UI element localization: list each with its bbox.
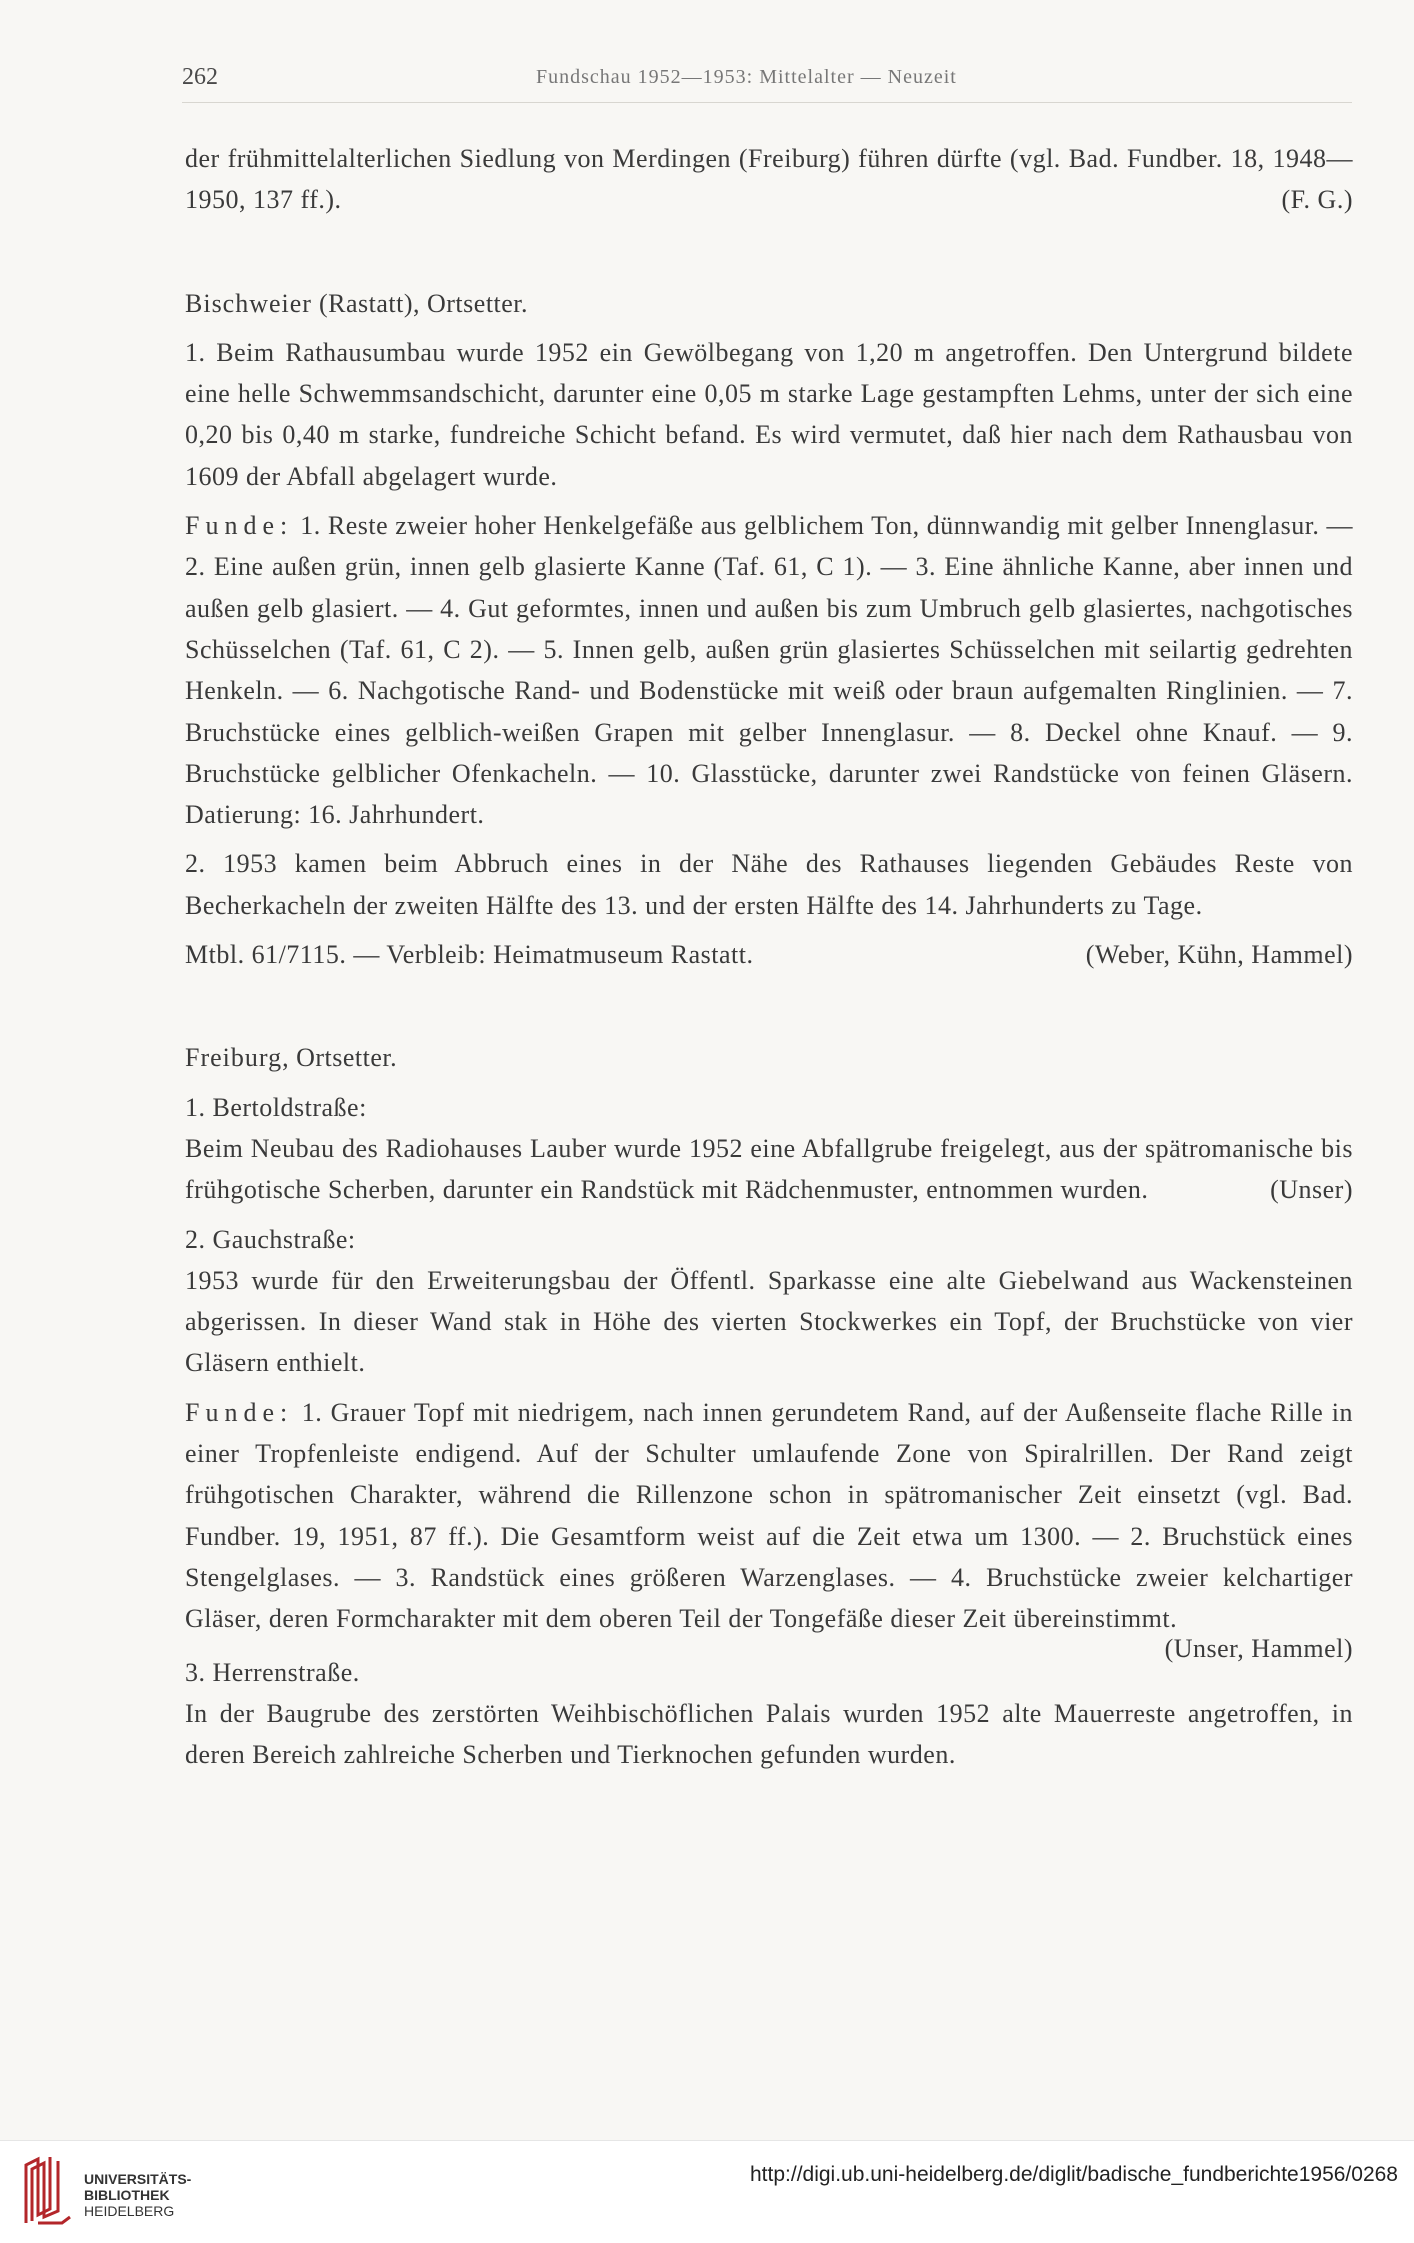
freiburg-1-author: (Unser): [1270, 1175, 1353, 1205]
freiburg-funde-text: 1. Grauer Topf mit niedrigem, nach innen gerundetem Rand, auf der Außenseite flache Rille in einer Tropfenleiste endigend. Auf der Schulter umlaufende Zone von Spiralrillen. Der Rand zeigt frühgotischen Charakter, während die Rillenzone schon in spätromanischer Zeit einsetzt (vgl. Bad. Fundber. 19, 1951, 87 ff.). Die Gesamtform weist auf die Zeit etwa um 1300. — 2. Bruchstück eines Stengelglases. — 3. Randstück eines größeren Warzenglases. — 4. Bruchstücke zweier kelchartiger Gläser, deren Formcharakter mit dem oberen Teil der Tongefäße dieser Zeit übereinstimmt.: [185, 1397, 1353, 1634]
intro-text: der frühmittelalterlichen Siedlung von Merdingen (Freiburg) führen dürfte (vgl. Bad. Fundber. 18, 1948—1950, 137 ff.).: [185, 144, 1353, 215]
bischweier-funde-text: 1. Reste zweier hoher Henkelgefäße aus gelblichem Ton, dünnwandig mit gelber Innenglasur. — 2. Eine außen grün, innen gelb glasierte Kanne (Taf. 61, C 1). — 3. Eine ähnliche Kanne, aber innen und außen gelb glasiert. — 4. Gut geformtes, innen und außen bis zum Umbruch gelb glasiertes, nachgotisches Schüsselchen (Taf. 61, C 2). — 5. Innen gelb, außen grün glasiertes Schüsselchen mit seilartig gedrehten Henkeln. — 6. Nachgotische Rand- und Bodenstücke mit weiß oder braun aufgemalten Ringlinien. — 7. Bruchstücke eines gelblich-weißen Grapen mit gelber Innenglasur. — 8. Deckel ohne Knauf. — 9. Bruchstücke gelblicher Ofenkacheln. — 10. Glasstücke, darunter zwei Randstücke von feinen Gläsern. Datierung: 16. Jahrhundert.: [185, 511, 1353, 830]
bischweier-place: Bischweier: [185, 288, 312, 318]
freiburg-1-text: [185, 1128, 1353, 1211]
freiburg-2-title: 2. Gauchstraße:: [185, 1224, 356, 1254]
bischweier-mtbl-row: [185, 934, 1353, 975]
library-line-2: BIBLIOTHEK: [84, 2187, 170, 2203]
freiburg-1-body: Beim Neubau des Radiohauses Lauber wurde 1952 eine Abfallgrube freigelegt, aus der spätromanische bis frühgotische Scherben, darunter ein Randstück mit Rädchenmuster, entnommen wurden.: [185, 1133, 1353, 1205]
freiburg-place: Freiburg: [185, 1043, 283, 1073]
freiburg-2-text: 1953 wurde für den Erweiterungsbau der Öffentl. Sparkasse eine alte Giebelwand aus Wackensteinen abgerissen. In dieser Wand stak in Höhe des vierten Stockwerkes ein Topf, der Bruchstücke von vier Gläsern enthielt.: [185, 1265, 1353, 1378]
bischweier-place-rest: (Rastatt), Ortsetter.: [311, 288, 529, 318]
bischweier-mtbl: Mtbl. 61/7115. — Verbleib: Heimatmuseum Rastatt.: [185, 940, 754, 970]
article-body: [185, 138, 1353, 1775]
bischweier-authors: (Weber, Kühn, Hammel): [1085, 940, 1353, 970]
page-number: 262: [182, 64, 218, 90]
university-library-logo-icon: [18, 2155, 74, 2225]
funde-label: Funde:: [185, 511, 294, 541]
library-line-1: UNIVERSITÄTS-: [84, 2171, 192, 2187]
intro-author: (F. G.): [1281, 185, 1353, 215]
freiburg-heading: [185, 1037, 1353, 1078]
library-line-3: HEIDELBERG: [84, 2203, 175, 2219]
freiburg-funde: [185, 1392, 1353, 1640]
freiburg-3-text: In der Baugrube des zerstörten Weihbischöflichen Palais wurden 1952 alte Mauerreste angetroffen, in deren Bereich zahlreiche Scherben und Tierknochen gefunden wurden.: [185, 1698, 1353, 1770]
bischweier-heading: [185, 283, 1353, 324]
freiburg-3-title: 3. Herrenstraße.: [185, 1657, 360, 1687]
freiburg-3-title-row: [185, 1633, 1353, 1693]
source-url-link[interactable]: http://digi.ub.uni-heidelberg.de/diglit/badische_fundberichte1956/0268: [750, 2163, 1398, 2186]
funde-label: Funde:: [185, 1397, 294, 1427]
bischweier-entry-2: 2. 1953 kamen beim Abbruch eines in der Nähe des Rathauses liegenden Gebäudes Reste von Becherkacheln der zweiten Hälfte des 13. und der ersten Hälfte des 14. Jahrhunderts zu Tage.: [185, 849, 1353, 920]
freiburg-2-authors: (Unser, Hammel): [1164, 1633, 1353, 1663]
library-name: [84, 2171, 191, 2219]
bischweier-funde: [185, 505, 1353, 835]
page-footer: [0, 2140, 1414, 2243]
page-header: [182, 62, 1352, 103]
freiburg-place-rest: , Ortsetter.: [282, 1043, 398, 1073]
running-title: Fundschau 1952—1953: Mittelalter — Neuzeit: [536, 66, 957, 88]
intro-paragraph: [185, 138, 1353, 221]
bischweier-entry-1: 1. Beim Rathausumbau wurde 1952 ein Gewölbegang von 1,20 m angetroffen. Den Untergrund bildete eine helle Schwemmsandschicht, darunter eine 0,05 m starke Lage gestampften Lehms, unter der sich eine 0,20 bis 0,40 m starke, fundreiche Schicht befand. Es wird vermutet, daß hier nach dem Rathausbau von 1609 der Abfall abgelagert wurde.: [185, 337, 1353, 491]
freiburg-1-title: 1. Bertoldstraße:: [185, 1092, 367, 1122]
